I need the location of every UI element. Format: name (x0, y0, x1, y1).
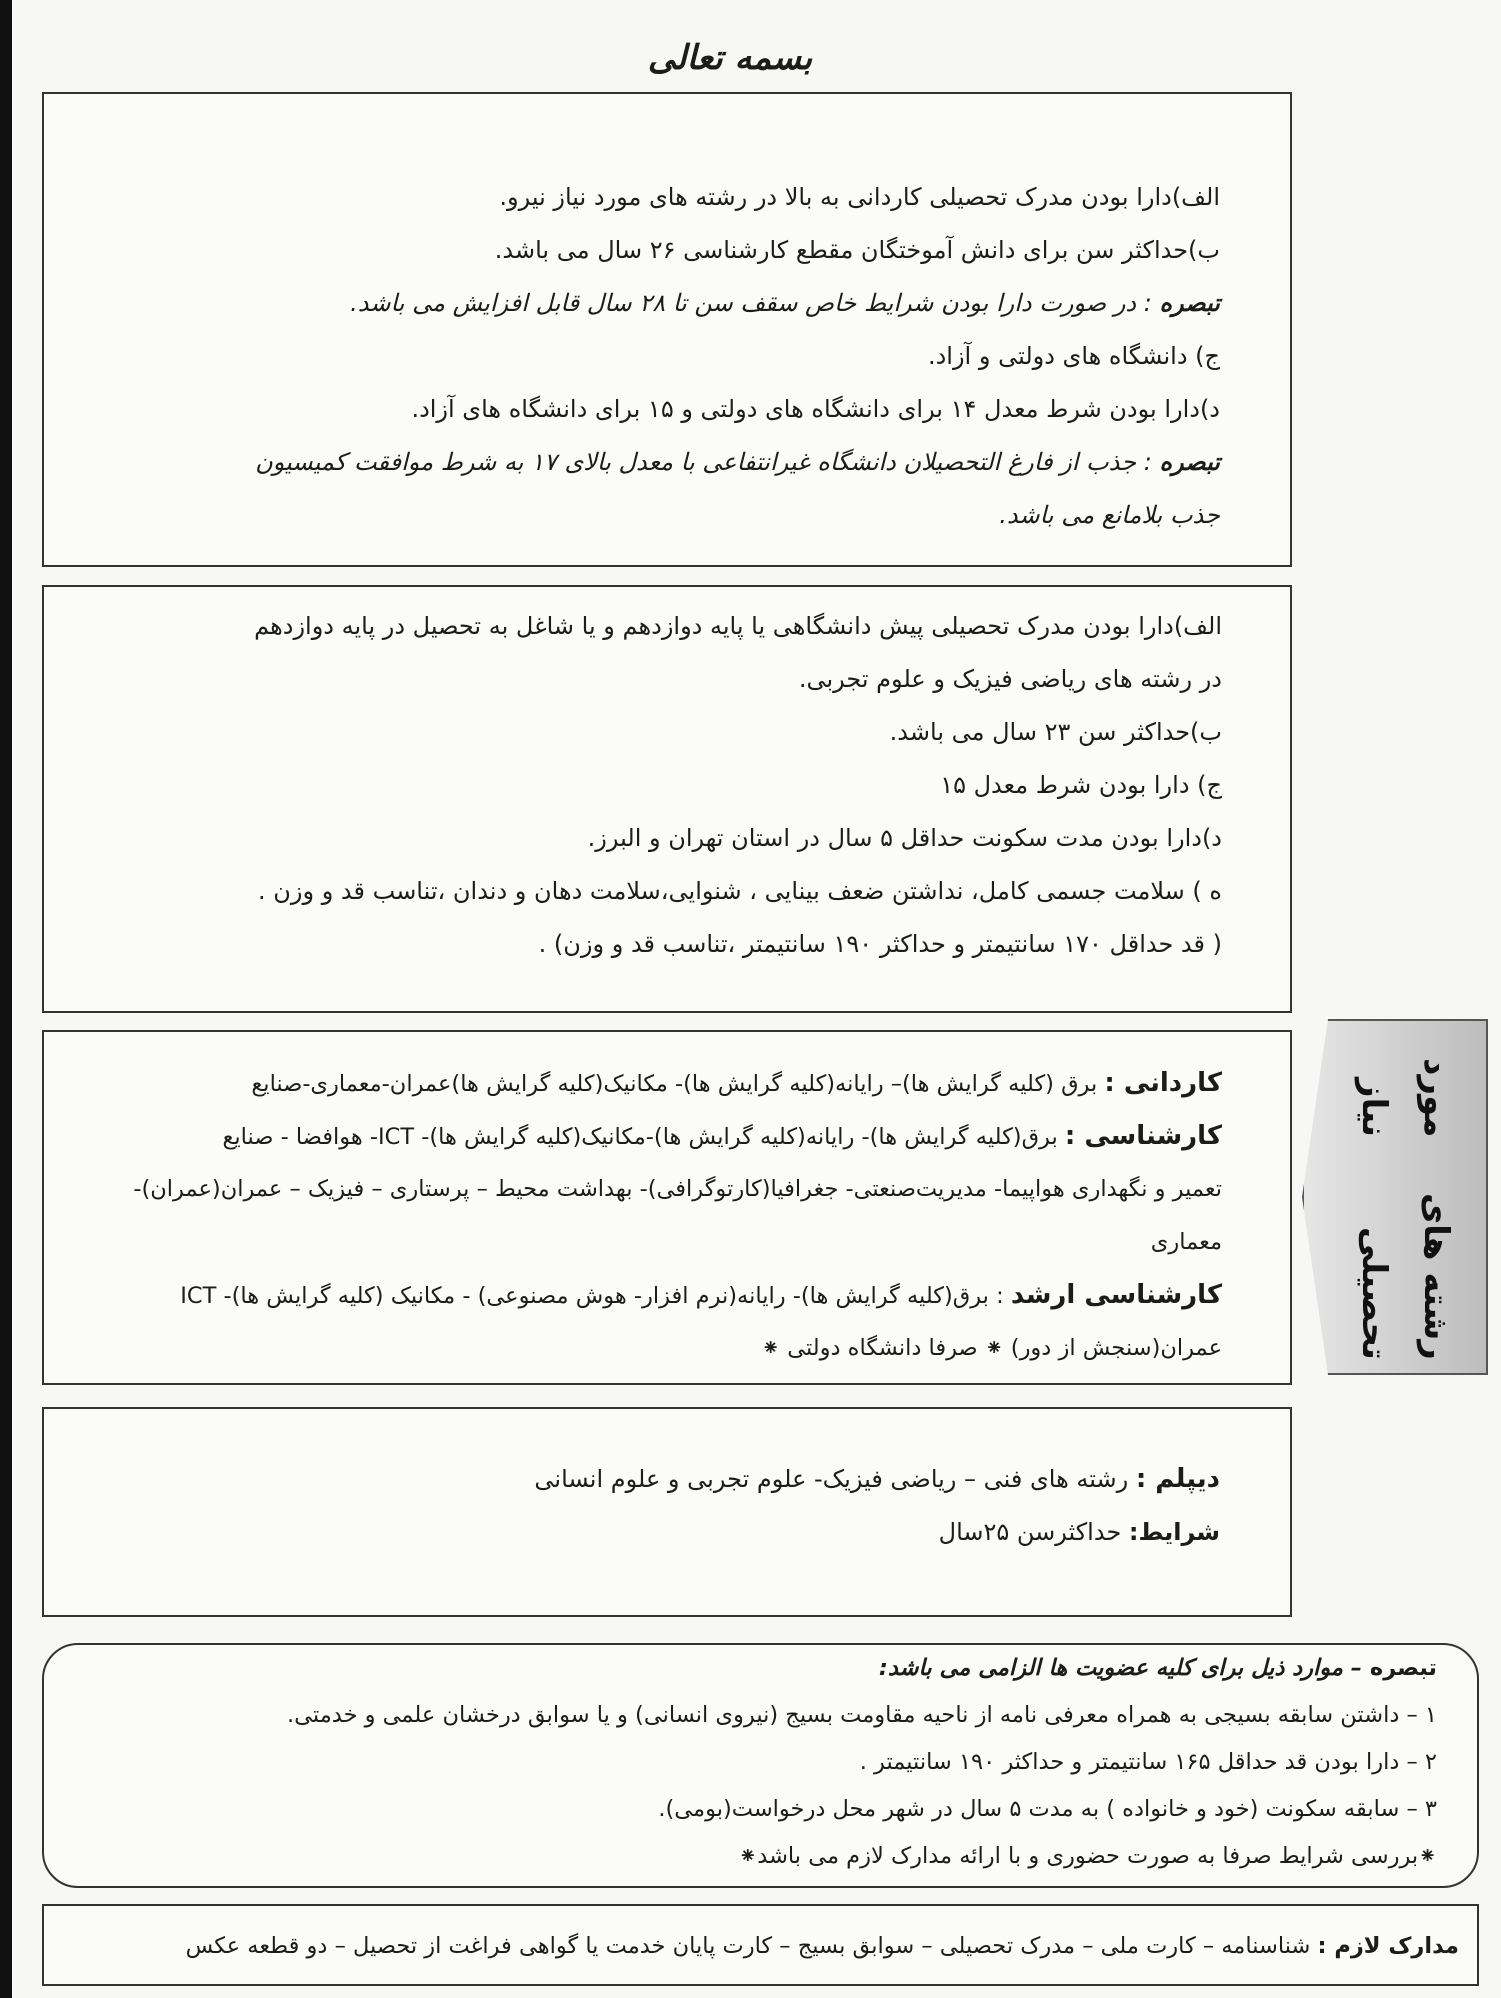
section1-line-text: جذب بلامانع می باشد. (999, 501, 1220, 529)
section4-line-text: دیپلم : (1135, 1464, 1220, 1494)
section1-line-text: ج) دانشگاه های دولتی و آزاد. (927, 342, 1220, 370)
section5-line-text: ۲ – دارا بودن قد حداقل ۱۶۵ سانتیمتر و حداکثر ۱۹۰ سانتیمتر . (859, 1749, 1437, 1775)
section1-line-text: د)دارا بودن شرط معدل ۱۴ برای دانشگاه های دولتی و ۱۵ برای دانشگاه های آزاد. (411, 395, 1220, 423)
section5-line-text: ۱ – داشتن سابقه بسیجی به همراه معرفی نامه از ناحیه مقاومت بسیج (نیروی انسانی) و یا سوابق درخشان علمی و خدمتی. (287, 1702, 1437, 1728)
section-high-school-students (42, 585, 1292, 1013)
section1-line-text: تبصره (1159, 289, 1220, 317)
section5-line (287, 1786, 1437, 1833)
section5-line-text: تبصره (1369, 1655, 1437, 1681)
required-fields-tab-label (1330, 1030, 1480, 1360)
page-header: بسمه تعالی (647, 38, 813, 78)
section2-line-text: ب)حداکثر سن ۲۳ سال می باشد. (889, 718, 1222, 746)
section3-line-text: برق(کلیه گرایش ها)- رایانه(کلیه گرایش ها)-مکانیک(کلیه گرایش ها)- ICT- هوافضا - صنایع (222, 1124, 1065, 1150)
section3-line-text: کاردانی : (1104, 1068, 1222, 1098)
section-general-note (42, 1643, 1479, 1888)
section3-line (133, 1322, 1222, 1375)
section3-line-text: برق (کلیه گرایش ها)– رایانه(کلیه گرایش ها)- مکانیک(کلیه گرایش ها)عمران-معماری-صنایع (251, 1071, 1105, 1097)
section5-line (287, 1739, 1437, 1786)
section2-line-text: د)دارا بودن مدت سکونت حداقل ۵ سال در استان تهران و البرز. (587, 824, 1222, 852)
section3-line-text: : برق(کلیه گرایش ها)- رایانه(نرم افزار- هوش مصنوعی) - مکانیک (کلیه گرایش ها)- ICT (180, 1283, 1011, 1309)
section2-line (254, 812, 1222, 865)
section1-line (255, 489, 1220, 542)
section2-line (254, 653, 1222, 706)
section4-line (534, 1453, 1220, 1506)
section3-line (133, 1269, 1222, 1322)
section3-line-text: کارشناسی : (1064, 1121, 1222, 1151)
section2-line (254, 759, 1222, 812)
section5-line (287, 1645, 1437, 1692)
section5-line-text: ۳ – سابقه سکونت (خود و خانواده ) به مدت ۵ سال در شهر محل درخواست(بومی). (658, 1796, 1437, 1822)
section4-line (534, 1506, 1220, 1559)
section5-line (287, 1692, 1437, 1739)
tab-line-2: مورد نیاز (1354, 1057, 1456, 1138)
tab-line-1: رشته های تحصیلی (1354, 1193, 1456, 1360)
section5-line (287, 1833, 1437, 1880)
section1-line (255, 224, 1220, 277)
section-diploma (42, 1407, 1292, 1617)
section2-line-text: ( قد حداقل ۱۷۰ سانتیمتر و حداکثر ۱۹۰ سانتیمتر ،تناسب قد و وزن) . (538, 930, 1222, 958)
section2-line (254, 918, 1222, 971)
section2-line (254, 865, 1222, 918)
section6-line (186, 1920, 1459, 1973)
section6-line-text: شناسنامه – کارت ملی – مدرک تحصیلی – سوابق بسیج – کارت پایان خدمت یا گواهی فراغت از تحصیل – دو قطعه عکس (185, 1933, 1318, 1959)
section-required-fields (42, 1030, 1292, 1385)
section1-line-text: ب)حداکثر سن برای دانش آموختگان مقطع کارشناسی ۲۶ سال می باشد. (494, 236, 1220, 264)
section1-line-text: تبصره (1159, 448, 1220, 476)
section4-line-text: شرایط: (1128, 1518, 1220, 1546)
section1-line (255, 171, 1220, 224)
section2-line-text: ج) دارا بودن شرط معدل ۱۵ (940, 771, 1222, 799)
section2-line-text: الف)دارا بودن مدرک تحصیلی پیش دانشگاهی یا پایه دوازدهم و یا شاغل به تحصیل در پایه دوازدهم (254, 612, 1222, 640)
section3-line-text: معماری (1150, 1229, 1222, 1255)
section3-line (133, 1110, 1222, 1163)
scan-binding-edge (0, 0, 12, 1998)
section2-line-text: در رشته های ریاضی فیزیک و علوم تجربی. (798, 665, 1222, 693)
section3-line (133, 1216, 1222, 1269)
section-university-graduates (42, 92, 1292, 567)
section3-line-text: تعمیر و نگهداری هواپیما- مدیریت‌صنعتی- جغرافیا(کارتوگرافی)- بهداشت محیط – پرستاری – فیزیک – عمران(عمران)- (133, 1176, 1222, 1202)
section2-line (254, 600, 1222, 653)
section3-line-text: عمران(سنجش از دور) ⁕ صرفا دانشگاه دولتی ⁕ (761, 1335, 1222, 1361)
section3-line (133, 1163, 1222, 1216)
section3-line (133, 1057, 1222, 1110)
section5-line-text: ⁕بررسی شرایط صرفا به صورت حضوری و با ارائه مدارک لازم می باشد⁕ (738, 1843, 1437, 1869)
section5-line-text: – موارد ذیل برای کلیه عضویت ها الزامی می باشد: (878, 1655, 1370, 1681)
section1-line-text: : در صورت دارا بودن شرایط خاص سقف سن تا ۲۸ سال قابل افزایش می باشد. (350, 289, 1160, 317)
section4-line-text: حداکثرسن ۲۵سال (938, 1518, 1129, 1546)
section1-line (255, 436, 1220, 489)
section2-line-text: ه ) سلامت جسمی کامل، نداشتن ضعف بینایی ، شنوایی،سلامت دهان و دندان ،تناسب قد و وزن . (258, 877, 1222, 905)
section6-line-text: مدارک لازم : (1317, 1933, 1459, 1959)
section1-line (255, 383, 1220, 436)
section1-line-text: : جذب از فارغ التحصیلان دانشگاه غیرانتفاعی با معدل بالای ۱۷ به شرط موافقت کمیسیون (255, 448, 1160, 476)
section-required-documents (42, 1904, 1479, 1986)
section4-line-text: رشته های فنی – ریاضی فیزیک- علوم تجربی و علوم انسانی (534, 1465, 1136, 1493)
section1-line (255, 330, 1220, 383)
section1-line (255, 277, 1220, 330)
section3-line-text: کارشناسی ارشد (1010, 1280, 1222, 1310)
section1-line-text: الف)دارا بودن مدرک تحصیلی کاردانی به بالا در رشته های مورد نیاز نیرو. (499, 183, 1220, 211)
section2-line (254, 706, 1222, 759)
